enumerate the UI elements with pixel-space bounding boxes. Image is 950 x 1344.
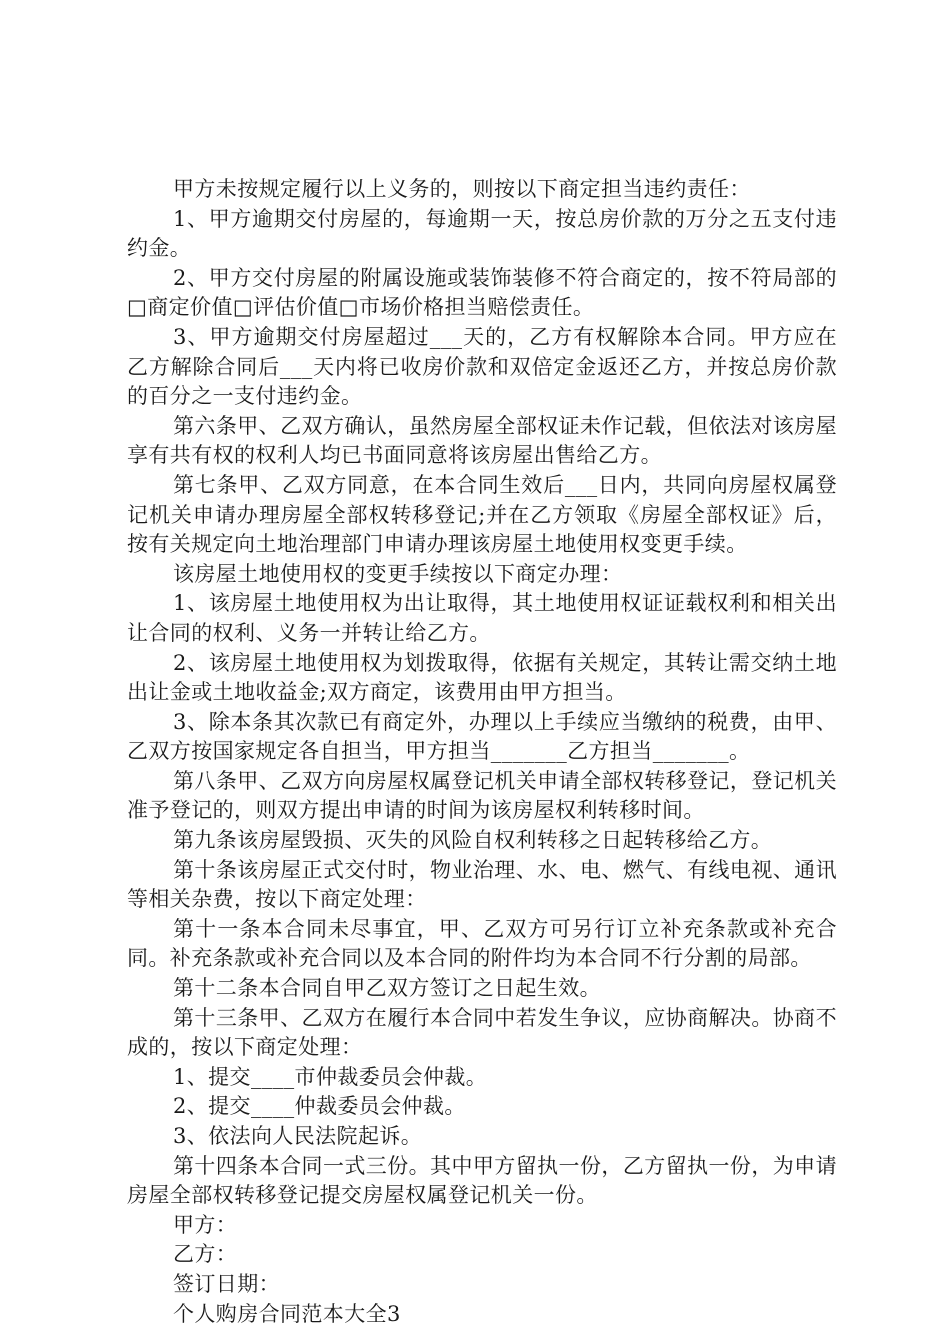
dispute-option-2: 2、提交____仲裁委员会仲裁。 [173, 1094, 466, 1119]
dispute-option-1: 1、提交____市仲裁委员会仲裁。 [173, 1064, 488, 1089]
article-13: 第十三条甲、乙双方在履行本合同中若发生争议，应协商解决。协商不成的，按以下商定处理： [127, 1005, 837, 1060]
contract-body [127, 175, 837, 1329]
dispute-option-3: 3、依法向人民法院起诉。 [173, 1124, 423, 1148]
article-7: 第七条甲、乙双方同意，在本合同生效后___日内，共同向房屋权属登记机关申请办理房屋全部权转移登记;并在乙方领取《房屋全部权证》后，按有关规定向土地治理部门申请办理该房屋土地使用权变更手续。 [127, 472, 837, 557]
article-6: 第六条甲、乙双方确认，虽然房屋全部权证未作记载，但依法对该房屋享有共有权的权利人均已书面同意将该房屋出售给乙方。 [127, 413, 837, 468]
signature-party-a: 甲方： [173, 1212, 238, 1237]
paragraph-liability-intro: 甲方未按规定履行以上义务的，则按以下商定担当违约责任： [173, 177, 751, 201]
article-12: 第十二条本合同自甲乙双方签订之日起生效。 [173, 976, 601, 1001]
paragraph-late-delivery: 1、甲方逾期交付房屋的，每逾期一天，按总房价款的万分之五支付违约金。 [127, 206, 837, 261]
paragraph-land-use-2: 2、该房屋土地使用权为划拨取得，依据有关规定，其转让需交纳土地出让金或土地收益金;双方商定，该费用由甲方担当。 [127, 650, 837, 705]
article-9: 第九条该房屋毁损、灭失的风险自权利转移之日起转移给乙方。 [173, 828, 773, 853]
article-11: 第十一条本合同未尽事宜，甲、乙双方可另行订立补充条款或补充合同。补充条款或补充合同以及本合同的附件均为本合同不行分割的局部。 [127, 916, 837, 971]
article-8: 第八条甲、乙双方向房屋权属登记机关申请全部权转移登记，登记机关准予登记的，则双方提出申请的时间为该房屋权利转移时间。 [127, 768, 837, 823]
article-14: 第十四条本合同一式三份。其中甲方留执一份，乙方留执一份，为申请房屋全部权转移登记提交房屋权属登记机关一份。 [127, 1153, 837, 1208]
next-section-title: 个人购房合同范本大全3 [173, 1301, 401, 1326]
paragraph-land-use-1: 1、该房屋土地使用权为出让取得，其土地使用权证证载权利和相关出让合同的权利、义务一并转让给乙方。 [127, 591, 837, 645]
signature-date: 签订日期： [173, 1271, 280, 1296]
signature-party-b: 乙方： [173, 1242, 238, 1267]
article-10: 第十条该房屋正式交付时，物业治理、水、电、燃气、有线电视、通讯等相关杂费，按以下商定处理： [127, 857, 837, 912]
paragraph-land-use-intro: 该房屋土地使用权的变更手续按以下商定办理： [173, 561, 623, 586]
paragraph-termination: 3、甲方逾期交付房屋超过___天的，乙方有权解除本合同。甲方应在乙方解除合同后___天内将已收房价款和双倍定金返还乙方，并按总房价款的百分之一支付违约金。 [127, 324, 837, 409]
paragraph-facilities: 2、甲方交付房屋的附属设施或装饰装修不符合商定的，按不符局部的□商定价值□评估价值□市场价格担当赔偿责任。 [127, 265, 837, 320]
paragraph-land-use-3: 3、除本条其次款已有商定外，办理以上手续应当缴纳的税费，由甲、乙双方按国家规定各自担当，甲方担当_______乙方担当_______。 [127, 709, 837, 764]
